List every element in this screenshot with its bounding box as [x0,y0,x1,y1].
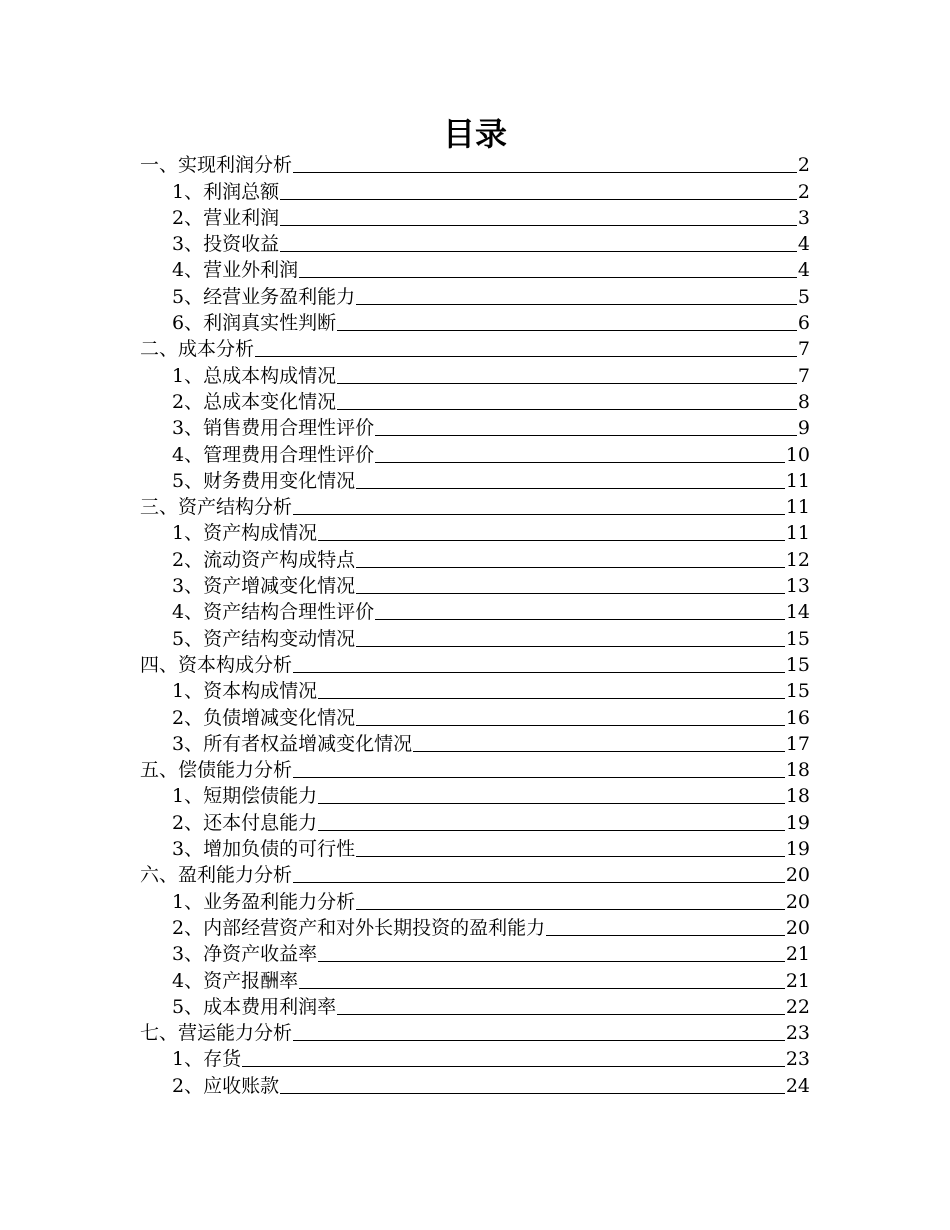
toc-entry-label: 1、资产构成情况 [172,522,318,545]
toc-page-number: 21 [785,943,810,966]
toc-page-number: 21 [785,969,810,992]
toc-leader-line [293,1039,785,1041]
toc-entry-label: 一、实现利润分析 [140,154,293,177]
toc-entry-label: 1、短期偿债能力 [172,785,318,808]
toc-subsection-entry[interactable] [140,256,810,282]
toc-leader-line [293,513,785,515]
toc-page-number: 16 [785,706,810,729]
toc-leader-line [280,250,797,252]
toc-leader-line [318,960,785,962]
toc-page-number: 11 [785,522,810,545]
toc-page-number: 19 [785,811,810,834]
page-title: 目录 [442,115,507,153]
toc-entry-label: 1、存货 [172,1048,242,1071]
toc-entry-label: 3、销售费用合理性评价 [172,417,375,440]
toc-leader-line [356,855,785,857]
toc-page-number: 4 [797,259,810,282]
toc-section-entry[interactable] [140,861,810,887]
table-of-contents [140,151,810,1098]
toc-entry-label: 5、资产结构变动情况 [172,627,356,650]
toc-entry-label: 4、管理费用合理性评价 [172,443,375,466]
toc-subsection-entry[interactable] [140,887,810,913]
toc-entry-label: 4、营业外利润 [172,259,299,282]
toc-page-number: 5 [797,285,810,308]
toc-subsection-entry[interactable] [140,914,810,940]
toc-page-number: 20 [785,916,810,939]
toc-entry-label: 六、盈利能力分析 [140,864,293,887]
toc-leader-line [337,382,797,384]
toc-leader-line [299,276,797,278]
toc-entry-label: 3、增加负债的可行性 [172,838,356,861]
toc-page-number: 22 [785,995,810,1018]
toc-subsection-entry[interactable] [140,966,810,992]
toc-subsection-entry[interactable] [140,388,810,414]
toc-subsection-entry[interactable] [140,572,810,598]
toc-entry-label: 七、营运能力分析 [140,1022,293,1045]
toc-entry-label: 4、资产结构合理性评价 [172,601,375,624]
toc-subsection-entry[interactable] [140,677,810,703]
toc-page-number: 11 [785,496,810,519]
toc-subsection-entry[interactable] [140,204,810,230]
toc-entry-label: 1、业务盈利能力分析 [172,890,356,913]
toc-entry-label: 5、经营业务盈利能力 [172,285,356,308]
toc-leader-line [337,329,797,331]
toc-leader-line [356,566,785,568]
toc-subsection-entry[interactable] [140,467,810,493]
toc-page-number: 17 [785,732,810,755]
toc-subsection-entry[interactable] [140,361,810,387]
toc-page-number: 14 [785,601,810,624]
toc-entry-label: 五、偿债能力分析 [140,759,293,782]
toc-page-number: 15 [785,653,810,676]
toc-subsection-entry[interactable] [140,598,810,624]
toc-entry-label: 5、财务费用变化情况 [172,469,356,492]
toc-entry-label: 2、内部经营资产和对外长期投资的盈利能力 [172,916,546,939]
toc-entry-label: 3、投资收益 [172,233,280,256]
toc-page-number: 10 [785,443,810,466]
toc-page-number: 2 [797,154,810,177]
toc-section-entry[interactable] [140,1019,810,1045]
toc-section-entry[interactable] [140,651,810,677]
toc-leader-line [293,671,785,673]
toc-subsection-entry[interactable] [140,835,810,861]
toc-subsection-entry[interactable] [140,230,810,256]
toc-subsection-entry[interactable] [140,519,810,545]
toc-page-number: 15 [785,627,810,650]
toc-section-entry[interactable] [140,493,810,519]
toc-leader-line [356,724,785,726]
toc-subsection-entry[interactable] [140,624,810,650]
toc-subsection-entry[interactable] [140,730,810,756]
toc-page-number: 20 [785,864,810,887]
toc-leader-line [337,1013,785,1015]
toc-page-number: 18 [785,759,810,782]
toc-leader-line [356,908,785,910]
toc-page-number: 18 [785,785,810,808]
toc-page-number: 19 [785,838,810,861]
toc-page-number: 2 [797,180,810,203]
toc-entry-label: 6、利润真实性判断 [172,312,337,335]
toc-subsection-entry[interactable] [140,808,810,834]
toc-subsection-entry[interactable] [140,703,810,729]
toc-leader-line [255,355,797,357]
toc-section-entry[interactable] [140,756,810,782]
toc-leader-line [375,434,797,436]
toc-subsection-entry[interactable] [140,440,810,466]
toc-subsection-entry[interactable] [140,993,810,1019]
toc-subsection-entry[interactable] [140,782,810,808]
toc-page-number: 7 [797,338,810,361]
toc-leader-line [318,697,785,699]
toc-page-number: 24 [785,1074,810,1097]
toc-entry-label: 三、资产结构分析 [140,496,293,519]
toc-leader-line [337,408,797,410]
toc-leader-line [280,1092,785,1094]
toc-entry-label: 3、资产增减变化情况 [172,575,356,598]
toc-page-number: 9 [797,417,810,440]
toc-leader-line [293,881,785,883]
toc-page-number: 4 [797,233,810,256]
toc-leader-line [356,592,785,594]
toc-leader-line [293,776,785,778]
toc-page-number: 23 [785,1048,810,1071]
toc-entry-label: 1、资本构成情况 [172,680,318,703]
toc-leader-line [242,1065,785,1067]
toc-page-number: 12 [785,548,810,571]
toc-entry-label: 3、净资产收益率 [172,943,318,966]
toc-subsection-entry[interactable] [140,1045,810,1071]
toc-subsection-entry[interactable] [140,177,810,203]
toc-entry-label: 2、还本付息能力 [172,811,318,834]
toc-leader-line [356,645,785,647]
toc-entry-label: 5、成本费用利润率 [172,995,337,1018]
toc-entry-label: 1、利润总额 [172,180,280,203]
toc-subsection-entry[interactable] [140,309,810,335]
toc-leader-line [293,171,797,173]
toc-entry-label: 2、应收账款 [172,1074,280,1097]
toc-leader-line [318,829,785,831]
toc-entry-label: 1、总成本构成情况 [172,364,337,387]
toc-page-number: 3 [797,206,810,229]
toc-entry-label: 四、资本构成分析 [140,653,293,676]
toc-page-number: 20 [785,890,810,913]
toc-leader-line [280,224,797,226]
toc-entry-label: 3、所有者权益增减变化情况 [172,732,413,755]
toc-leader-line [375,618,785,620]
toc-section-entry[interactable] [140,151,810,177]
toc-leader-line [375,461,785,463]
toc-leader-line [356,487,785,489]
toc-leader-line [318,539,785,541]
toc-subsection-entry[interactable] [140,1071,810,1097]
toc-entry-label: 2、负债增减变化情况 [172,706,356,729]
toc-entry-label: 二、成本分析 [140,338,255,361]
toc-page-number: 13 [785,575,810,598]
toc-page-number: 8 [797,390,810,413]
toc-leader-line [546,934,785,936]
toc-subsection-entry[interactable] [140,940,810,966]
toc-page-number: 6 [797,312,810,335]
toc-page-number: 15 [785,680,810,703]
toc-leader-line [413,750,785,752]
toc-page-number: 23 [785,1022,810,1045]
toc-entry-label: 2、营业利润 [172,206,280,229]
toc-subsection-entry[interactable] [140,282,810,308]
toc-entry-label: 4、资产报酬率 [172,969,299,992]
toc-page-number: 11 [785,469,810,492]
toc-leader-line [280,198,797,200]
toc-entry-label: 2、流动资产构成特点 [172,548,356,571]
toc-entry-label: 2、总成本变化情况 [172,390,337,413]
toc-section-entry[interactable] [140,335,810,361]
toc-subsection-entry[interactable] [140,414,810,440]
toc-leader-line [356,303,797,305]
toc-leader-line [318,802,785,804]
toc-subsection-entry[interactable] [140,545,810,571]
toc-leader-line [299,987,785,989]
toc-page-number: 7 [797,364,810,387]
